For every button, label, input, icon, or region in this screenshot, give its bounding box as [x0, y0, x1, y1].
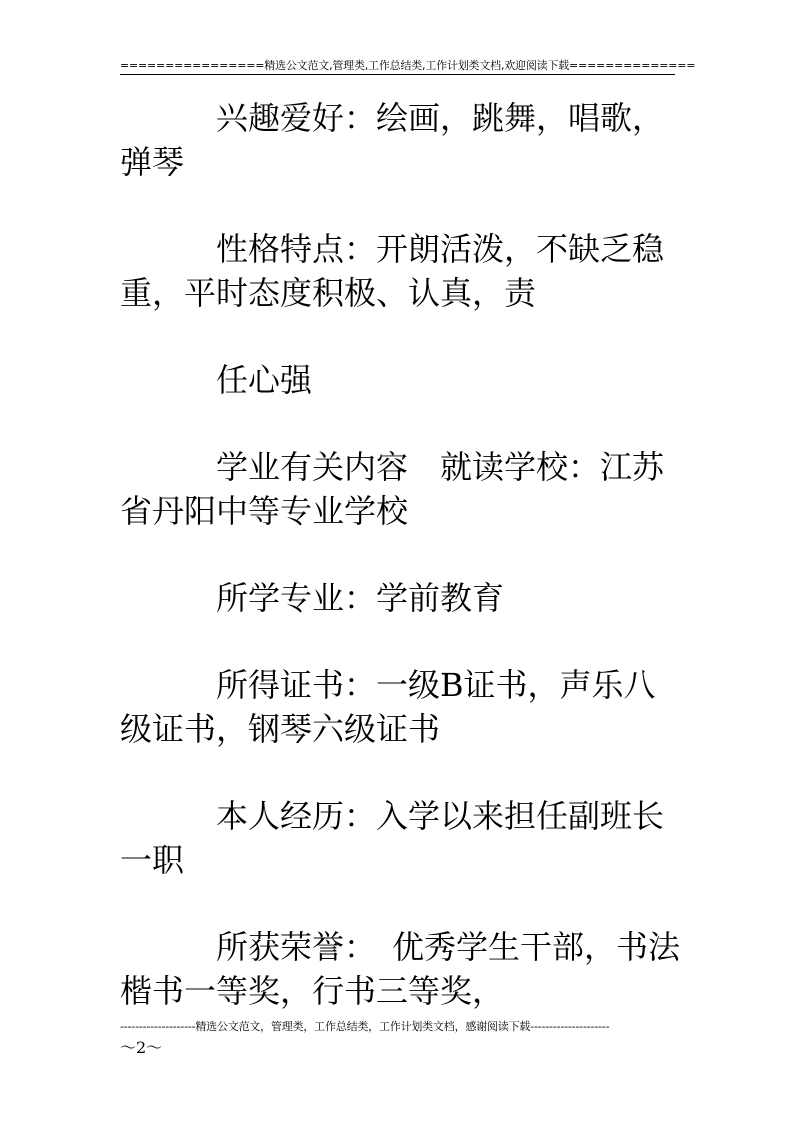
- paragraph-school: 学业有关内容 就读学校：江苏省丹阳中等专业学校: [120, 448, 665, 530]
- paragraph-experience: 本人经历：入学以来担任副班长一职: [120, 797, 665, 879]
- page-footer: --------------------精选公文范文，管理类，工作总结类，工作计划类文档，感谢阅读下载---------------------: [120, 1020, 610, 1033]
- paragraph-certificates: 所得证书：一级B证书，声乐八级证书，钢琴六级证书: [120, 666, 656, 748]
- page-header: ================精选公文范文,管理类,工作总结类,工作计划类文档,欢迎阅读下载==============: [120, 59, 696, 72]
- paragraph-hobbies: 兴趣爱好：绘画，跳舞，唱歌，弹琴: [120, 99, 665, 181]
- paragraph-major: 所学专业：学前教育: [216, 579, 505, 617]
- page-number: ～2～: [120, 1038, 163, 1057]
- document-body: [120, 96, 680, 1056]
- paragraph-personality-continued: 任心强: [216, 361, 313, 399]
- paragraph-personality: 性格特点：开朗活泼，不缺乏稳重，平时态度积极、认真，责: [120, 230, 665, 312]
- header-divider: [120, 74, 675, 75]
- paragraph-honors: 所获荣誉： 优秀学生干部，书法楷书一等奖，行书三等奖，: [120, 928, 681, 1010]
